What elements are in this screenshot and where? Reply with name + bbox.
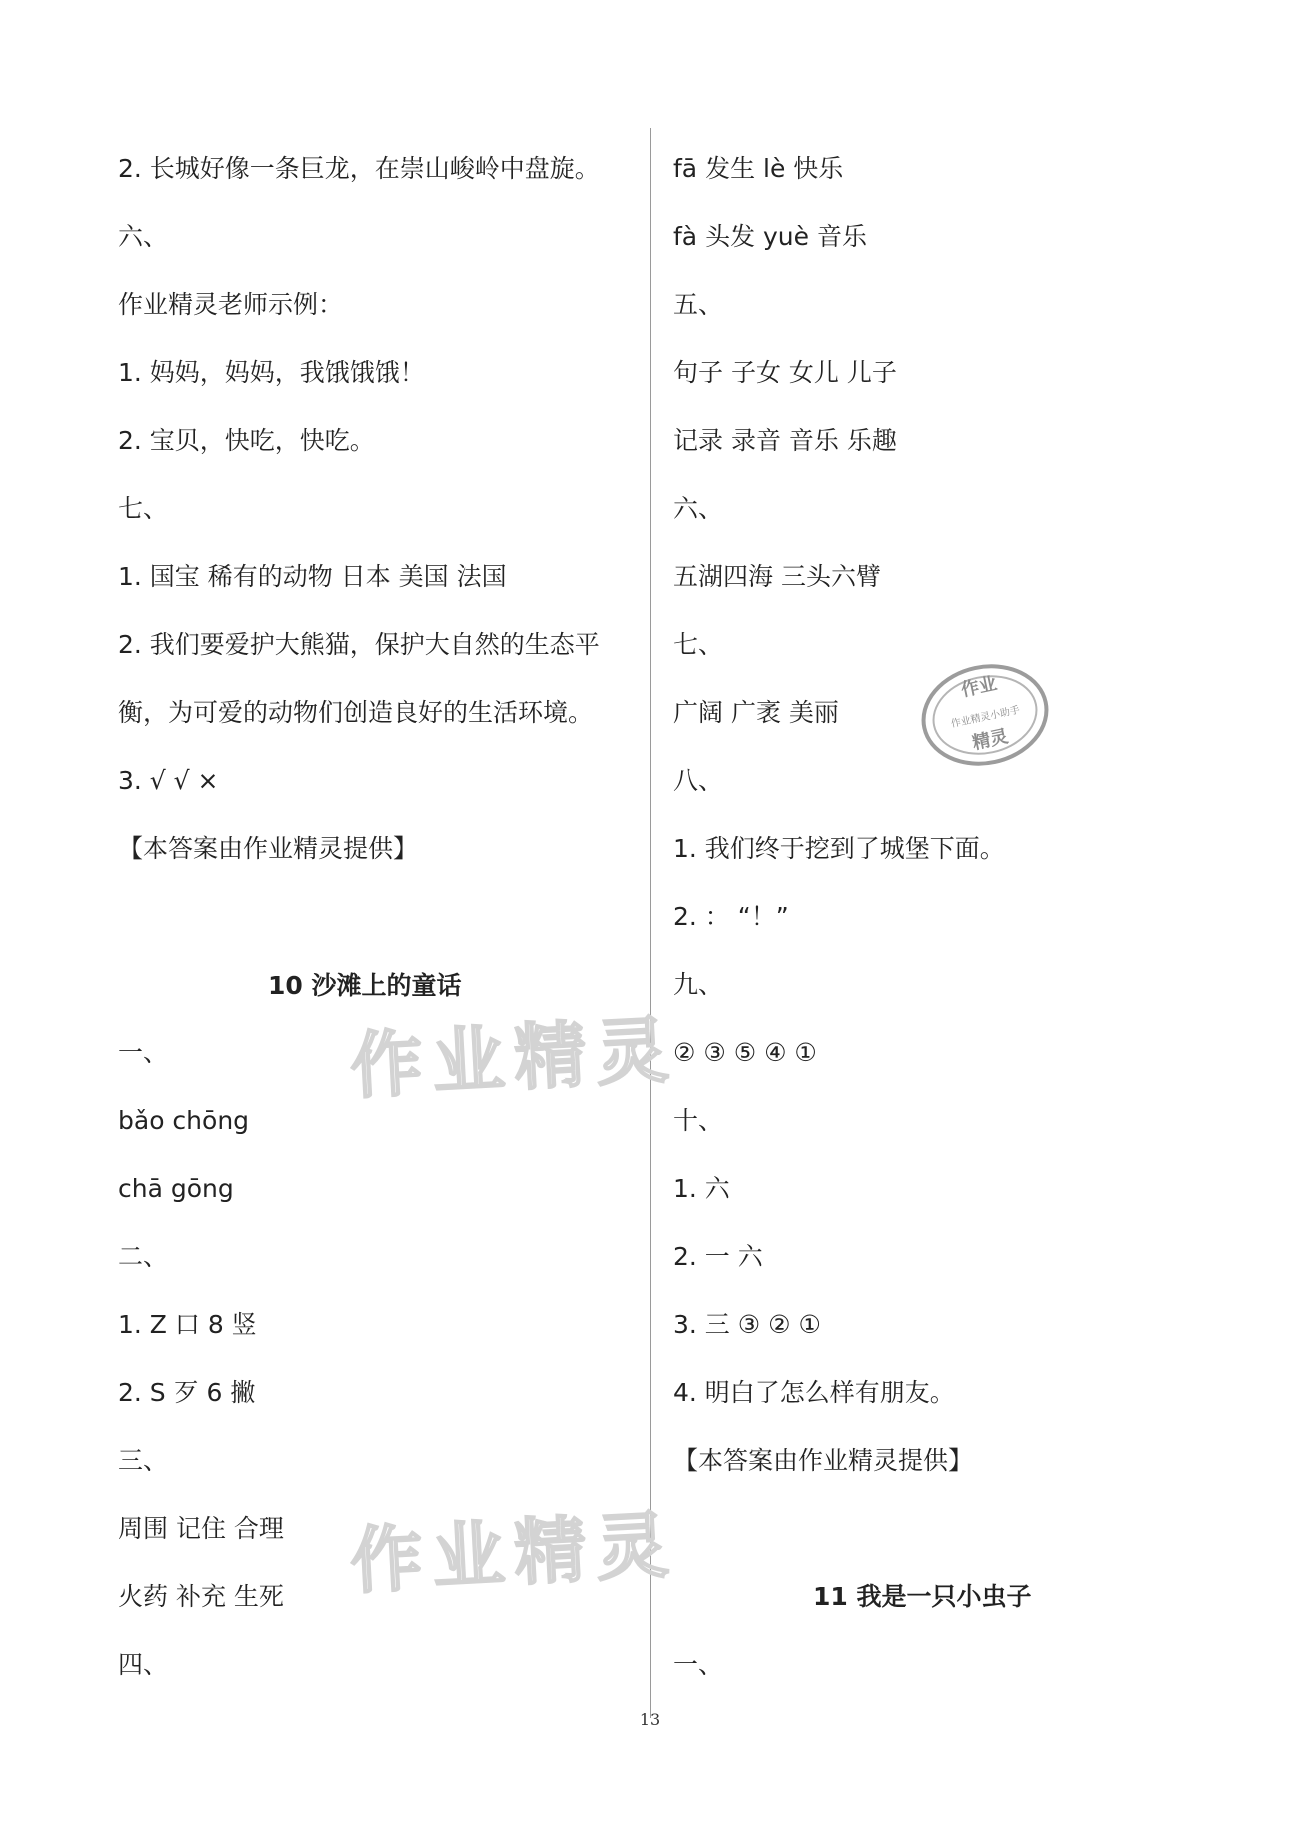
- answer-line: 1. Z 口 8 竖: [118, 1310, 257, 1339]
- section-heading: 五、: [673, 290, 724, 319]
- answer-line: 3. 三 ③ ② ①: [673, 1310, 821, 1339]
- section-heading: 二、: [118, 1242, 169, 1271]
- answer-line: 2. 宝贝，快吃，快吃。: [118, 426, 375, 455]
- answer-line: fà 头发 yuè 音乐: [673, 222, 867, 251]
- section-heading: 一、: [673, 1650, 724, 1679]
- watermark: 作业精灵: [348, 1502, 681, 1604]
- answer-line: 2. 我们要爱护大熊猫，保护大自然的生态平: [118, 630, 600, 659]
- section-heading: 七、: [118, 494, 169, 523]
- stamp-bottom-text: 精灵: [970, 725, 1011, 754]
- answer-line: 作业精灵老师示例：: [118, 290, 344, 319]
- answer-line: 1. 六: [673, 1174, 730, 1203]
- answer-line: 广阔 广袤 美丽: [673, 698, 839, 727]
- answer-line: 五湖四海 三头六臂: [673, 562, 881, 591]
- section-heading: 六、: [673, 494, 724, 523]
- section-heading: 三、: [118, 1446, 169, 1475]
- answer-line: 2. 长城好像一条巨龙，在崇山峻岭中盘旋。: [118, 154, 600, 183]
- page-number: 13: [639, 1710, 661, 1729]
- answer-line: 1. 我们终于挖到了城堡下面。: [673, 834, 1005, 863]
- answer-line: fā 发生 lè 快乐: [673, 154, 844, 183]
- answer-line: 2. 一 六: [673, 1242, 763, 1271]
- source-note: 【本答案由作业精灵提供】: [118, 834, 419, 863]
- stamp-top-text: 作业: [959, 673, 999, 702]
- watermark: 作业精灵: [348, 1007, 681, 1109]
- answer-line: 周围 记住 合理: [118, 1514, 284, 1543]
- stamp-middle-text: 作业精灵小助手: [950, 704, 1021, 731]
- section-heading: 四、: [118, 1650, 169, 1679]
- section-heading: 六、: [118, 222, 169, 251]
- answer-line: 衡，为可爱的动物们创造良好的生活环境。: [118, 698, 594, 727]
- answer-line: 2. S 歹 6 撇: [118, 1378, 256, 1407]
- answer-line: 4. 明白了怎么样有朋友。: [673, 1378, 955, 1407]
- section-heading: 十、: [673, 1106, 724, 1135]
- answer-line: 火药 补充 生死: [118, 1582, 284, 1611]
- lesson-title: 10 沙滩上的童话: [268, 971, 462, 1000]
- section-heading: 七、: [673, 630, 724, 659]
- column-divider: [650, 128, 651, 1718]
- answer-line: 1. 国宝 稀有的动物 日本 美国 法国: [118, 562, 507, 591]
- answer-line: ② ③ ⑤ ④ ①: [673, 1038, 817, 1067]
- answer-line: bǎo chōng: [118, 1106, 250, 1135]
- answer-line: 句子 子女 女儿 儿子: [673, 358, 897, 387]
- answer-line: chā gōng: [118, 1174, 234, 1203]
- section-heading: 一、: [118, 1038, 169, 1067]
- stamp-seal: [910, 650, 1060, 780]
- answer-line: 3. √ √ ×: [118, 766, 219, 795]
- source-note: 【本答案由作业精灵提供】: [673, 1446, 974, 1475]
- lesson-title: 11 我是一只小虫子: [813, 1582, 1032, 1611]
- answer-line: 1. 妈妈，妈妈，我饿饿饿！: [118, 358, 425, 387]
- answer-line: 2. ： “！”: [673, 902, 789, 931]
- section-heading: 八、: [673, 766, 724, 795]
- section-heading: 九、: [673, 970, 724, 999]
- answer-line: 记录 录音 音乐 乐趣: [673, 426, 897, 455]
